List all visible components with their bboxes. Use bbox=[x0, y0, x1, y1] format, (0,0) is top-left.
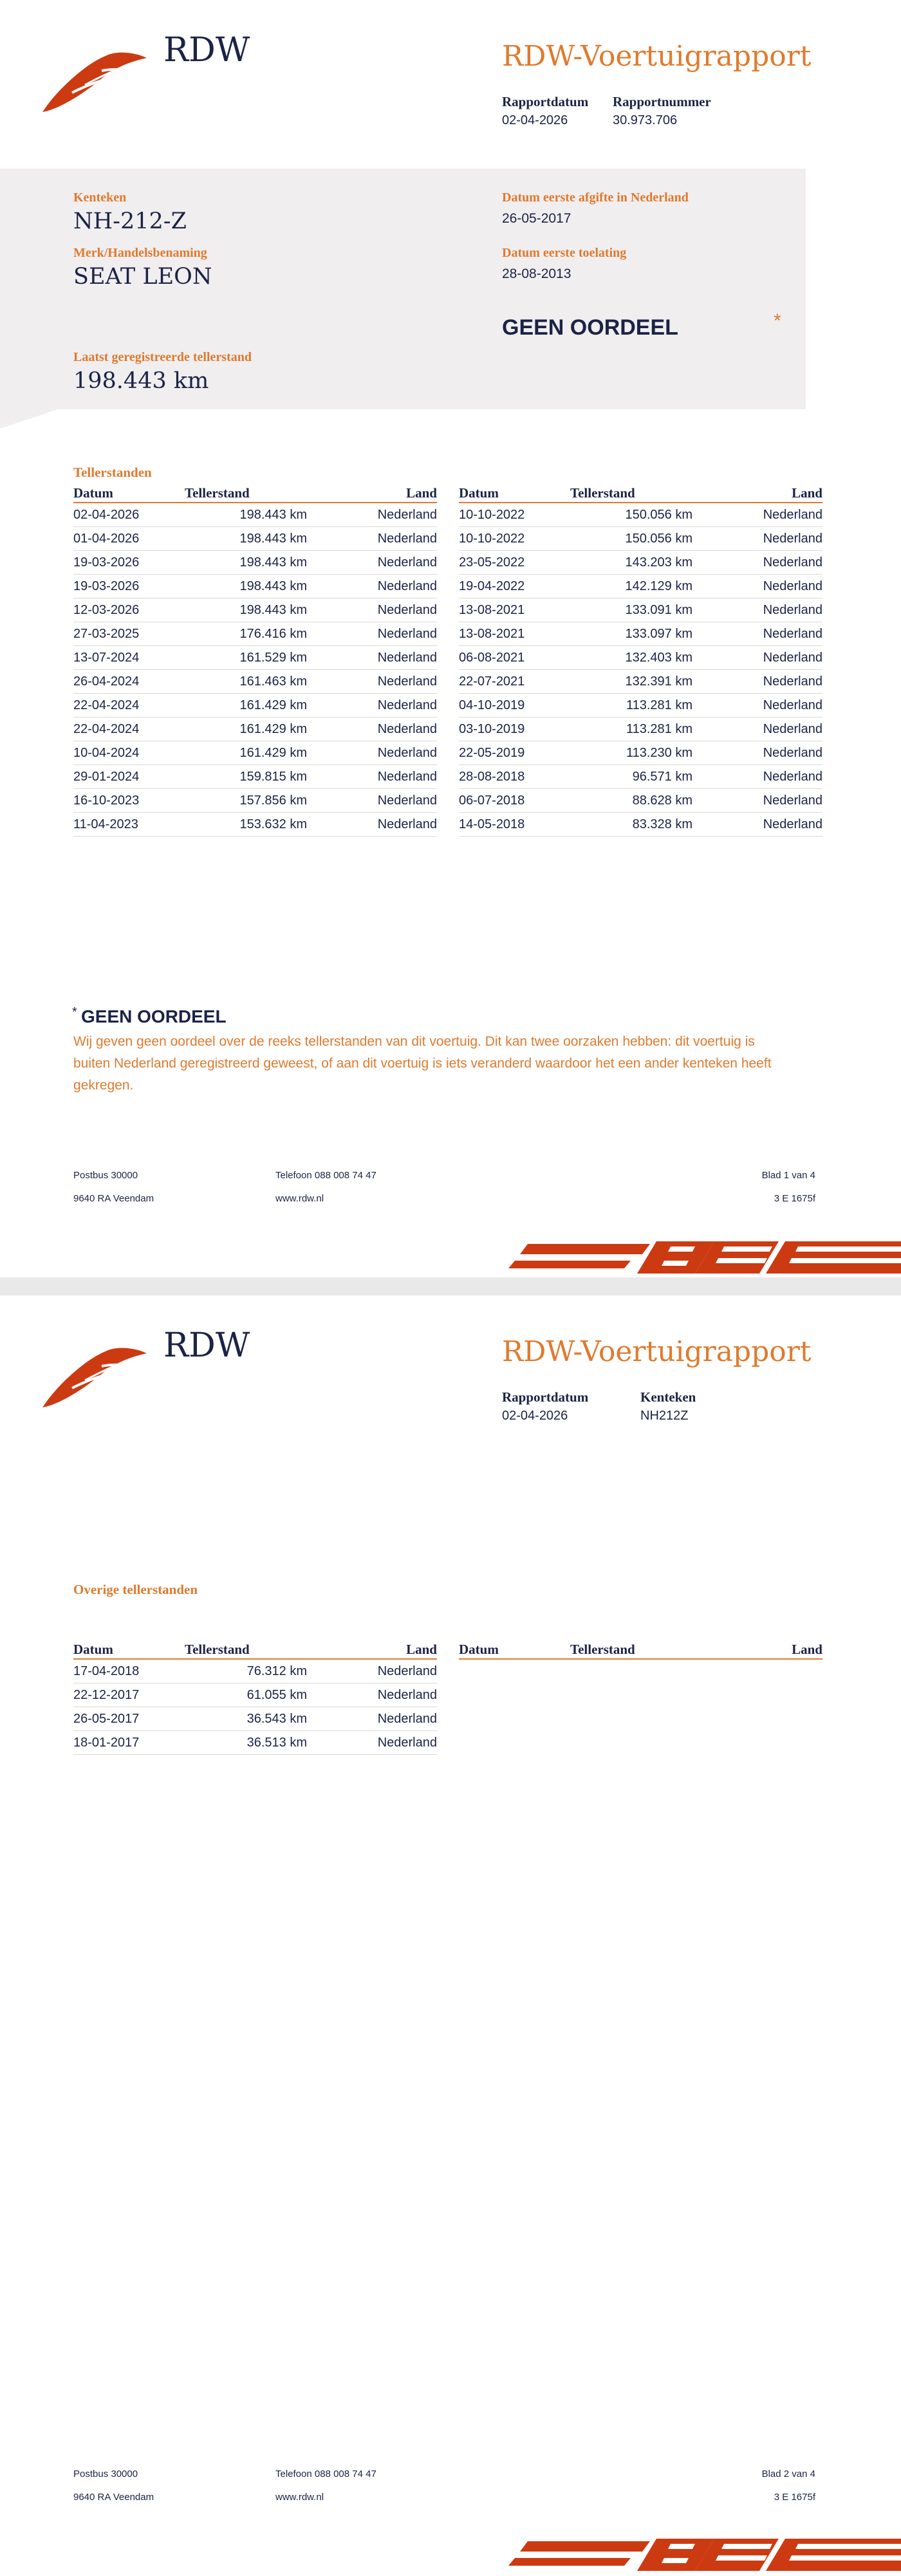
reading-value-text: 198.443 km bbox=[239, 531, 307, 546]
reading-value bbox=[570, 551, 692, 575]
table-row bbox=[73, 575, 437, 598]
note-text: Wij geven geen oordeel over de reeks tellerstanden van dit voertuig. Dit kan twee oorzaken hebben: dit voertuig is buiten Nederland geregistreerd geweest, of aan dit voertuig is iets veranderd waardoor het een ander kenteken heeft gekregen. bbox=[73, 1034, 772, 1093]
table-row bbox=[73, 813, 437, 837]
reading-value bbox=[570, 503, 692, 527]
reading-date: 13-07-2024 bbox=[73, 646, 185, 670]
table-row bbox=[459, 718, 822, 741]
footer-website: www.rdw.nl bbox=[275, 2492, 324, 2503]
footer-phone: Telefoon 088 008 74 47 bbox=[275, 1170, 376, 1181]
reading-value-text: 132.391 km bbox=[625, 674, 692, 689]
table-row bbox=[459, 527, 822, 551]
report-date-label: Rapportdatum bbox=[502, 1389, 589, 1405]
reading-value bbox=[570, 622, 692, 646]
reading-date: 29-01-2024 bbox=[73, 765, 185, 789]
stripes-decoration-icon bbox=[502, 2530, 901, 2575]
reading-value-text: 161.429 km bbox=[239, 698, 307, 712]
reading-date: 27-03-2025 bbox=[73, 622, 185, 646]
report-number-label: Rapportnummer bbox=[613, 94, 711, 109]
report-date-value: 02-04-2026 bbox=[502, 113, 568, 127]
verdict-asterisk: * bbox=[774, 310, 781, 331]
footer-code: 3 E 1675f bbox=[774, 1193, 815, 1204]
plate-label: Kenteken bbox=[640, 1389, 696, 1405]
first-admission-label: Datum eerste toelating bbox=[502, 246, 627, 260]
reading-value bbox=[185, 646, 307, 670]
reading-value bbox=[570, 813, 692, 837]
col-country: Land bbox=[307, 1640, 437, 1659]
table-row bbox=[459, 765, 822, 789]
reading-date: 03-10-2019 bbox=[459, 718, 570, 741]
reading-date: 10-10-2022 bbox=[459, 527, 570, 551]
reading-value bbox=[570, 718, 692, 741]
col-date: Datum bbox=[73, 1640, 185, 1659]
verdict: GEEN OORDEEL bbox=[502, 315, 678, 340]
reading-value bbox=[570, 765, 692, 789]
reading-date: 12-03-2026 bbox=[73, 598, 185, 622]
rdw-logo-icon bbox=[40, 48, 149, 118]
col-country: Land bbox=[692, 1640, 822, 1659]
table-row bbox=[73, 718, 437, 741]
reading-country: Nederland bbox=[307, 789, 437, 813]
reading-value bbox=[185, 503, 307, 527]
reading-country: Nederland bbox=[692, 741, 822, 765]
reading-value bbox=[185, 1659, 307, 1683]
reading-value bbox=[570, 741, 692, 765]
reading-country: Nederland bbox=[307, 551, 437, 575]
reading-country: Nederland bbox=[692, 694, 822, 718]
reading-value-text: 150.056 km bbox=[625, 507, 692, 522]
reading-country: Nederland bbox=[307, 1683, 437, 1707]
reading-country: Nederland bbox=[692, 670, 822, 694]
reading-country: Nederland bbox=[307, 598, 437, 622]
table-row bbox=[73, 1707, 437, 1731]
table-row bbox=[73, 765, 437, 789]
reading-country: Nederland bbox=[307, 646, 437, 670]
vehicle-summary-panel bbox=[0, 169, 806, 409]
table-row bbox=[73, 789, 437, 813]
reading-date: 28-08-2018 bbox=[459, 765, 570, 789]
brand-label: Merk/Handelsbenaming bbox=[73, 246, 207, 260]
table-row bbox=[73, 1659, 437, 1683]
reading-value bbox=[185, 741, 307, 765]
reading-country: Nederland bbox=[692, 813, 822, 837]
table-row bbox=[459, 670, 822, 694]
reading-value-text: 133.091 km bbox=[625, 602, 692, 617]
reading-date: 17-04-2018 bbox=[73, 1659, 185, 1683]
reading-country: Nederland bbox=[307, 813, 437, 837]
reading-date: 19-03-2026 bbox=[73, 551, 185, 575]
reading-country: Nederland bbox=[307, 503, 437, 527]
plate-value: NH212Z bbox=[640, 1409, 689, 1423]
reading-date: 19-04-2022 bbox=[459, 575, 570, 598]
reading-date: 01-04-2026 bbox=[73, 527, 185, 551]
reading-country: Nederland bbox=[307, 765, 437, 789]
reading-value-text: 161.529 km bbox=[239, 650, 307, 665]
table-row bbox=[73, 1731, 437, 1755]
reading-date: 22-04-2024 bbox=[73, 718, 185, 741]
reading-country: Nederland bbox=[692, 765, 822, 789]
reading-value bbox=[570, 646, 692, 670]
reading-country: Nederland bbox=[307, 1707, 437, 1731]
brand-name: RDW bbox=[163, 1326, 250, 1365]
reading-value-text: 198.443 km bbox=[239, 555, 307, 570]
reading-country: Nederland bbox=[692, 789, 822, 813]
reading-date: 06-08-2021 bbox=[459, 646, 570, 670]
reading-country: Nederland bbox=[692, 551, 822, 575]
col-country: Land bbox=[692, 484, 822, 503]
reading-country: Nederland bbox=[307, 670, 437, 694]
last-odometer-label: Laatst geregistreerde tellerstand bbox=[73, 350, 252, 364]
footer-city: 9640 RA Veendam bbox=[73, 1193, 154, 1204]
reading-value-text: 76.312 km bbox=[246, 1663, 307, 1678]
reading-value-text: 198.443 km bbox=[239, 579, 307, 593]
reading-value-text: 198.443 km bbox=[239, 602, 307, 617]
footer-city: 9640 RA Veendam bbox=[73, 2492, 154, 2503]
note-asterisk: * bbox=[72, 1005, 77, 1019]
brand-name: RDW bbox=[163, 31, 250, 69]
reading-value-text: 133.097 km bbox=[625, 626, 692, 641]
col-date: Datum bbox=[459, 1640, 570, 1659]
reading-value-text: 161.429 km bbox=[239, 745, 307, 760]
reading-value-text: 36.543 km bbox=[246, 1711, 307, 1726]
table-row bbox=[73, 670, 437, 694]
reading-date: 13-08-2021 bbox=[459, 598, 570, 622]
footer-phone: Telefoon 088 008 74 47 bbox=[275, 2469, 376, 2479]
table-row bbox=[459, 741, 822, 765]
reading-date: 26-04-2024 bbox=[73, 670, 185, 694]
first-nl-date-label: Datum eerste afgifte in Nederland bbox=[502, 190, 689, 205]
footer-website: www.rdw.nl bbox=[275, 1193, 324, 1204]
table-row bbox=[459, 646, 822, 670]
reading-country: Nederland bbox=[307, 622, 437, 646]
report-title: RDW-Voertuigrapport bbox=[502, 1335, 812, 1368]
reading-country: Nederland bbox=[307, 575, 437, 598]
rdw-logo-icon bbox=[40, 1343, 149, 1414]
report-title: RDW-Voertuigrapport bbox=[502, 40, 812, 73]
readings-table-right bbox=[459, 484, 822, 837]
reading-value-text: 159.815 km bbox=[239, 769, 307, 784]
reading-date: 22-05-2019 bbox=[459, 741, 570, 765]
reading-value bbox=[570, 670, 692, 694]
reading-country: Nederland bbox=[307, 718, 437, 741]
report-number-value: 30.973.706 bbox=[613, 113, 678, 127]
footer-page: Blad 2 van 4 bbox=[761, 2469, 815, 2479]
reading-value-text: 96.571 km bbox=[632, 769, 692, 784]
reading-date: 26-05-2017 bbox=[73, 1707, 185, 1731]
last-odometer-value: 198.443 km bbox=[73, 368, 209, 394]
reading-value-text: 176.416 km bbox=[239, 626, 307, 641]
col-reading: Tellerstand bbox=[570, 1640, 692, 1659]
reading-value bbox=[570, 598, 692, 622]
table-row bbox=[459, 789, 822, 813]
reading-value-text: 161.463 km bbox=[239, 674, 307, 689]
reading-date: 11-04-2023 bbox=[73, 813, 185, 837]
table-row bbox=[73, 741, 437, 765]
reading-date: 19-03-2026 bbox=[73, 575, 185, 598]
col-date: Datum bbox=[459, 484, 570, 503]
reading-country: Nederland bbox=[307, 1659, 437, 1683]
plate-label: Kenteken bbox=[73, 190, 127, 205]
report-date-label: Rapportdatum bbox=[502, 94, 589, 109]
reading-country: Nederland bbox=[692, 622, 822, 646]
reading-country: Nederland bbox=[307, 1731, 437, 1755]
first-admission-value: 28-08-2013 bbox=[502, 266, 571, 281]
col-reading: Tellerstand bbox=[185, 1640, 307, 1659]
reading-date: 10-04-2024 bbox=[73, 741, 185, 765]
reading-country: Nederland bbox=[692, 646, 822, 670]
table-row bbox=[73, 503, 437, 527]
table-row bbox=[459, 503, 822, 527]
reading-country: Nederland bbox=[692, 575, 822, 598]
report-date-value: 02-04-2026 bbox=[502, 1409, 568, 1423]
reading-value bbox=[570, 789, 692, 813]
reading-value-text: 113.281 km bbox=[626, 698, 692, 712]
reading-value-text: 153.632 km bbox=[239, 817, 307, 831]
readings-title: Tellerstanden bbox=[73, 465, 152, 480]
table-row bbox=[459, 813, 822, 837]
reading-value-text: 36.513 km bbox=[246, 1735, 307, 1750]
footer-postbus: Postbus 30000 bbox=[73, 1170, 138, 1181]
reading-country: Nederland bbox=[307, 741, 437, 765]
reading-date: 02-04-2026 bbox=[73, 503, 185, 527]
reading-value-text: 142.129 km bbox=[625, 579, 692, 593]
reading-value-text: 113.281 km bbox=[626, 721, 692, 736]
reading-value-text: 83.328 km bbox=[632, 817, 692, 831]
reading-country: Nederland bbox=[692, 598, 822, 622]
reading-value bbox=[185, 1707, 307, 1731]
footer-postbus: Postbus 30000 bbox=[73, 2469, 138, 2479]
reading-date: 04-10-2019 bbox=[459, 694, 570, 718]
readings-body-right bbox=[459, 503, 822, 837]
plate-value: NH-212-Z bbox=[73, 208, 187, 234]
reading-value-text: 113.230 km bbox=[626, 745, 692, 760]
reading-value-text: 161.429 km bbox=[239, 721, 307, 736]
reading-date: 22-07-2021 bbox=[459, 670, 570, 694]
col-date: Datum bbox=[73, 484, 185, 503]
reading-country: Nederland bbox=[692, 527, 822, 551]
reading-value bbox=[185, 1731, 307, 1755]
reading-value bbox=[185, 813, 307, 837]
reading-value bbox=[185, 622, 307, 646]
reading-date: 10-10-2022 bbox=[459, 503, 570, 527]
footer-page: Blad 1 van 4 bbox=[761, 1170, 815, 1181]
reading-country: Nederland bbox=[692, 503, 822, 527]
readings-table-left bbox=[73, 484, 437, 837]
report-page-1 bbox=[0, 0, 901, 1277]
table-row bbox=[459, 622, 822, 646]
reading-date: 22-04-2024 bbox=[73, 694, 185, 718]
reading-value-text: 198.443 km bbox=[239, 507, 307, 522]
reading-date: 13-08-2021 bbox=[459, 622, 570, 646]
footer-code: 3 E 1675f bbox=[774, 2492, 815, 2503]
reading-value bbox=[185, 551, 307, 575]
col-reading: Tellerstand bbox=[570, 484, 692, 503]
reading-value bbox=[185, 670, 307, 694]
table-row bbox=[459, 694, 822, 718]
reading-country: Nederland bbox=[692, 718, 822, 741]
reading-country: Nederland bbox=[307, 694, 437, 718]
reading-value-text: 61.055 km bbox=[246, 1687, 307, 1702]
table-row bbox=[459, 598, 822, 622]
reading-value bbox=[185, 718, 307, 741]
table-row bbox=[73, 598, 437, 622]
reading-date: 14-05-2018 bbox=[459, 813, 570, 837]
first-nl-date-value: 26-05-2017 bbox=[502, 211, 571, 226]
reading-value bbox=[570, 575, 692, 598]
table-row bbox=[459, 551, 822, 575]
other-readings-title: Overige tellerstanden bbox=[73, 1582, 198, 1597]
table-row bbox=[73, 694, 437, 718]
reading-value-text: 132.403 km bbox=[625, 650, 692, 665]
reading-value bbox=[185, 694, 307, 718]
reading-value-text: 150.056 km bbox=[625, 531, 692, 546]
table-row bbox=[73, 1683, 437, 1707]
reading-date: 06-07-2018 bbox=[459, 789, 570, 813]
reading-value bbox=[185, 765, 307, 789]
reading-date: 16-10-2023 bbox=[73, 789, 185, 813]
brand-value: SEAT LEON bbox=[73, 264, 212, 290]
panel-tab bbox=[0, 409, 58, 429]
reading-date: 18-01-2017 bbox=[73, 1731, 185, 1755]
col-country: Land bbox=[307, 484, 437, 503]
other-readings-body-left bbox=[73, 1659, 437, 1755]
reading-date: 23-05-2022 bbox=[459, 551, 570, 575]
reading-value bbox=[185, 1683, 307, 1707]
reading-date: 22-12-2017 bbox=[73, 1683, 185, 1707]
reading-value bbox=[185, 575, 307, 598]
note-title: GEEN OORDEEL bbox=[81, 1006, 227, 1026]
reading-value bbox=[570, 694, 692, 718]
report-page-2 bbox=[0, 1295, 901, 2576]
other-readings-table-left bbox=[73, 1640, 437, 1755]
readings-body-left bbox=[73, 503, 437, 837]
table-row bbox=[73, 646, 437, 670]
stripes-decoration-icon bbox=[502, 1232, 901, 1277]
reading-value bbox=[185, 527, 307, 551]
reading-value bbox=[570, 527, 692, 551]
table-row bbox=[73, 622, 437, 646]
reading-value-text: 88.628 km bbox=[632, 793, 692, 808]
reading-value-text: 143.203 km bbox=[625, 555, 692, 570]
other-readings-table-right bbox=[459, 1640, 822, 1660]
table-row bbox=[73, 527, 437, 551]
reading-value bbox=[185, 789, 307, 813]
table-row bbox=[73, 551, 437, 575]
reading-value-text: 157.856 km bbox=[239, 793, 307, 808]
table-row bbox=[459, 575, 822, 598]
reading-value bbox=[185, 598, 307, 622]
reading-country: Nederland bbox=[307, 527, 437, 551]
col-reading: Tellerstand bbox=[185, 484, 307, 503]
